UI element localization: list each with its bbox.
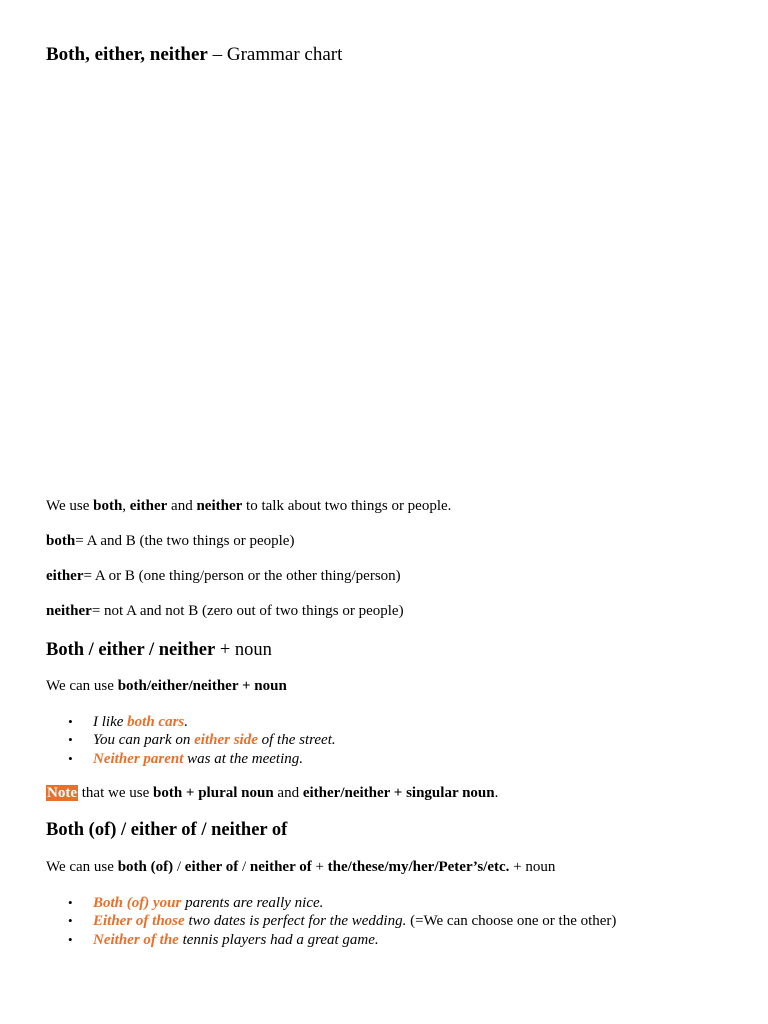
example-highlight: Either of those — [93, 913, 185, 930]
section1-examples — [46, 713, 336, 768]
section2-usage — [46, 859, 555, 876]
example-highlight: Neither parent — [93, 750, 184, 767]
usage-text: + — [311, 859, 328, 875]
intro-text: to talk about two things or people. — [242, 498, 452, 514]
definition-term: neither — [46, 603, 92, 619]
usage-text: We can use — [46, 678, 118, 694]
definition-text: = not A and not B (zero out of two things or people) — [91, 603, 404, 619]
usage-text: We can use — [46, 859, 118, 875]
intro-term-either: either — [129, 498, 168, 514]
section2-heading-bold: Both (of) / either of / neither of — [46, 820, 288, 840]
list-item — [46, 894, 616, 912]
example-text: You can park on — [93, 732, 195, 749]
section1-heading-rest: + noun — [215, 640, 272, 660]
list-item — [46, 713, 336, 731]
title-bold: Both, either, neither — [46, 44, 208, 65]
note-text: and — [273, 785, 303, 801]
definition-either — [46, 568, 401, 585]
example-text: tennis players had a great game. — [178, 931, 379, 948]
list-item — [46, 750, 336, 768]
section2-examples — [46, 894, 616, 949]
example-highlight: Neither of the — [93, 931, 179, 948]
example-text: parents are really nice. — [181, 895, 324, 911]
example-text: two dates is perfect for the wedding. — [184, 913, 407, 930]
list-item — [46, 931, 616, 949]
example-highlight: both cars — [127, 714, 185, 730]
intro-text: and — [167, 498, 197, 514]
note-paragraph — [46, 785, 498, 802]
list-item — [46, 912, 616, 930]
usage-bold: either of — [184, 859, 239, 875]
example-text: . — [184, 714, 188, 730]
example-highlight: Both (of) your — [93, 895, 182, 911]
title-rest: – Grammar chart — [207, 44, 343, 65]
intro-text: , — [122, 498, 130, 514]
section1-heading — [46, 640, 272, 661]
usage-text: / — [173, 859, 185, 875]
note-bold: both + plural noun — [152, 785, 274, 801]
note-text: . — [494, 785, 499, 801]
intro-paragraph — [46, 498, 451, 515]
note-text: that we use — [78, 785, 153, 801]
definition-term: both — [46, 533, 76, 549]
note-label: Note — [47, 785, 77, 801]
example-text: I like — [93, 714, 128, 730]
definition-neither — [46, 603, 404, 620]
section2-heading — [46, 820, 287, 841]
definition-text: = A or B (one thing/person or the other thing/person) — [83, 568, 401, 584]
usage-bold: neither of — [249, 859, 312, 875]
intro-term-neither: neither — [196, 498, 243, 514]
usage-bold: the/these/my/her/Peter’s/etc. — [327, 859, 510, 875]
definition-text: = A and B (the two things or people) — [75, 533, 295, 549]
section1-usage — [46, 678, 287, 695]
example-highlight: either side — [194, 732, 258, 749]
definition-term: either — [46, 568, 84, 584]
usage-bold: both/either/neither + noun — [117, 678, 287, 694]
usage-text: / — [238, 859, 250, 875]
list-item — [46, 731, 336, 749]
section1-heading-bold: Both / either / neither — [46, 640, 216, 660]
note-bold: either/neither + singular noun — [302, 785, 495, 801]
usage-bold: both (of) — [117, 859, 174, 875]
intro-term-both: both — [93, 498, 123, 514]
example-text: was at the meeting. — [183, 750, 303, 767]
example-extra: (=We can choose one or the other) — [406, 913, 617, 930]
example-text: of the street. — [257, 732, 336, 749]
intro-text: We use — [46, 498, 94, 514]
definition-both — [46, 533, 294, 550]
page-title — [46, 44, 342, 66]
usage-text: + noun — [509, 859, 556, 875]
